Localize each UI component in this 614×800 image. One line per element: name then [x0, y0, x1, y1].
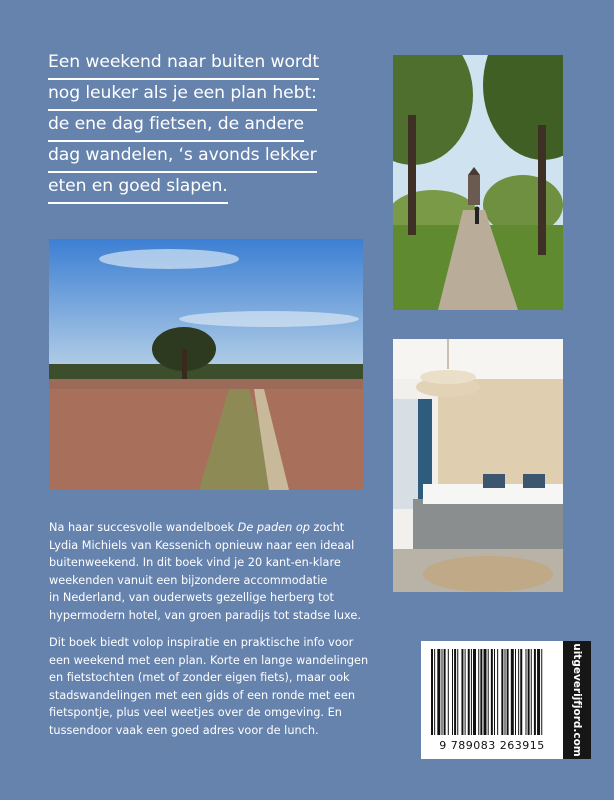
paragraph-line: hypermodern hotel, van groen paradijs tot stadse luxe. — [49, 608, 361, 622]
publisher-url: uitgeverijfjord.com — [571, 643, 583, 757]
headline-line: dag wandelen, ‘s avonds lekker — [48, 143, 317, 173]
barcode-bar — [520, 649, 522, 735]
headline — [48, 50, 348, 205]
paragraph-line: Dit boek biedt volop inspiratie en praktische info voor — [49, 636, 354, 649]
headline-line: nog leuker als je een plan hebt: — [48, 81, 317, 111]
barcode-bar — [452, 649, 453, 735]
barcode-bar — [518, 649, 519, 735]
barcode-bar — [434, 649, 435, 735]
bedroom-illustration — [393, 339, 563, 592]
barcode-bar — [431, 649, 433, 735]
publisher-tab — [563, 641, 591, 759]
barcode-bar — [465, 649, 466, 735]
barcode-bar — [491, 649, 493, 735]
barcode-bar — [468, 649, 470, 735]
barcode-bar — [444, 649, 446, 735]
barcode-bar — [507, 649, 509, 735]
barcode-bar — [478, 649, 479, 735]
headline-line: eten en goed slapen. — [48, 174, 228, 204]
barcode-bar — [457, 649, 458, 735]
heathland-illustration — [49, 239, 363, 490]
paragraph-line: tussendoor vaak een goed adres voor de lunch. — [49, 723, 319, 737]
book-title-italic: De paden op — [237, 521, 310, 534]
headline-line: Een weekend naar buiten wordt — [48, 50, 319, 80]
barcode-bar — [541, 649, 542, 735]
barcode-bar — [501, 649, 503, 735]
barcode-bar — [488, 649, 489, 735]
barcode-bar — [448, 649, 449, 735]
country-lane-photo — [393, 55, 563, 310]
isbn-barcode — [421, 641, 563, 759]
isbn-number: 9 789083 263915 — [439, 739, 545, 752]
barcode-bar — [537, 649, 540, 735]
barcode-bar — [511, 649, 514, 735]
paragraph-line: Na haar succesvolle wandelboek De paden op zocht — [49, 521, 345, 534]
barcode-bar — [473, 649, 476, 735]
barcode-bar — [528, 649, 530, 735]
description-paragraph — [49, 634, 379, 740]
paragraph-line: Lydia Michiels van Kessenich opnieuw naar een ideaal — [49, 538, 355, 552]
barcode-bar — [454, 649, 456, 735]
barcode-bar — [534, 649, 536, 735]
paragraph-line: in Nederland, van ouderwets gezellige herberg tot — [49, 591, 334, 605]
paragraph-line: weekenden vanuit een bijzondere accommodatie — [49, 573, 328, 587]
barcode-bar — [494, 649, 495, 735]
barcode-bar — [437, 649, 440, 735]
barcode-bar — [515, 649, 516, 735]
barcode-bar — [480, 649, 482, 735]
barcode-bar — [461, 649, 463, 735]
country-lane-illustration — [393, 55, 563, 310]
paragraph-line: en fietstochten (met of zonder eigen fiets), maar ook — [49, 671, 350, 685]
barcode-bar — [531, 649, 532, 735]
hotel-bedroom-photo — [393, 339, 563, 592]
barcode-bar — [505, 649, 506, 735]
paragraph-line: stadswandelingen met een gids of een ronde met een — [49, 688, 355, 702]
intro-paragraph — [49, 519, 379, 625]
barcode-bar — [471, 649, 472, 735]
paragraph-line: buitenweekend. In dit boek vind je 20 kant-en-klare — [49, 556, 341, 570]
barcode-bar — [526, 649, 527, 735]
barcode-bar — [484, 649, 487, 735]
barcode-bar — [442, 649, 443, 735]
headline-line: de ene dag fietsen, de andere — [48, 112, 304, 142]
paragraph-line: fietspontje, plus veel weetjes over de omgeving. En — [49, 706, 342, 720]
paragraph-line: een weekend met een plan. Korte en lange wandelingen — [49, 653, 369, 667]
heathland-photo — [49, 239, 363, 490]
barcode-bar — [497, 649, 498, 735]
